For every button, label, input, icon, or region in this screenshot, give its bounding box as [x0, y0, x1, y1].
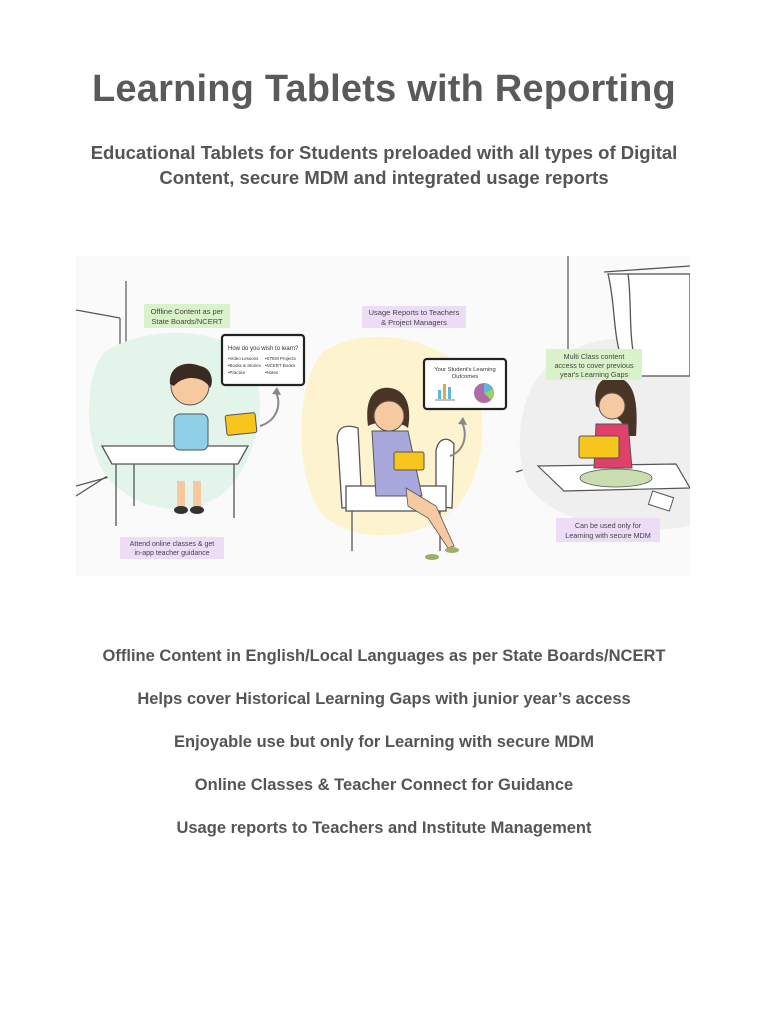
label-multi-line1: Multi Class content — [563, 352, 625, 361]
label-mdm-line1: Can be used only for — [574, 521, 642, 530]
report-title-line2: Outcomes — [451, 374, 479, 380]
popup-option: •Notes — [265, 370, 279, 375]
popup-option: •STEM Projects — [265, 356, 296, 361]
feature-item: Usage reports to Teachers and Institute Management — [176, 819, 592, 837]
popup-option: •Video Lessons — [228, 356, 259, 361]
label-multi-line2: access to cover previous — [554, 361, 634, 370]
label-offline-line1: Offline Content as per — [150, 307, 224, 316]
popup-title: How do you wish to learn? — [228, 346, 299, 352]
tablet-girl — [579, 436, 619, 458]
label-attend-line1: Attend online classes & get — [129, 541, 215, 548]
label-usage-line2: & Project Managers — [381, 318, 447, 327]
label-usage-line1: Usage Reports to Teachers — [368, 308, 460, 317]
tablet-woman — [394, 452, 424, 470]
learning-tablets-illustration — [76, 256, 690, 576]
feature-item: Offline Content in English/Local Languages as per State Boards/NCERT — [102, 647, 666, 665]
pie-chart-icon — [474, 383, 494, 403]
page-title: Learning Tablets with Reporting — [92, 68, 676, 110]
label-attend-line2: in-app teacher guidance — [134, 550, 210, 557]
page-subtitle: Educational Tablets for Students preloaded with all types of Digital Content, secure MDM and integrated usage reports — [90, 142, 678, 188]
label-mdm-line2: Learning with secure MDM — [565, 531, 651, 540]
label-multi-line3: year's Learning Gaps — [559, 370, 629, 379]
popup-option: •Practice — [228, 370, 246, 375]
tablet-boy — [225, 412, 257, 435]
feature-item: Helps cover Historical Learning Gaps with junior year’s access — [137, 690, 631, 708]
feature-item: Enjoyable use but only for Learning with secure MDM — [174, 733, 594, 751]
label-offline-line2: State Boards/NCERT — [151, 317, 223, 326]
popup-option: •NCERT Books — [265, 363, 295, 368]
popup-option: •Books & Stories — [228, 363, 261, 368]
feature-list — [0, 643, 768, 858]
feature-item: Online Classes & Teacher Connect for Guidance — [194, 776, 574, 794]
report-title-line1: Your Student's Learning — [434, 367, 496, 373]
